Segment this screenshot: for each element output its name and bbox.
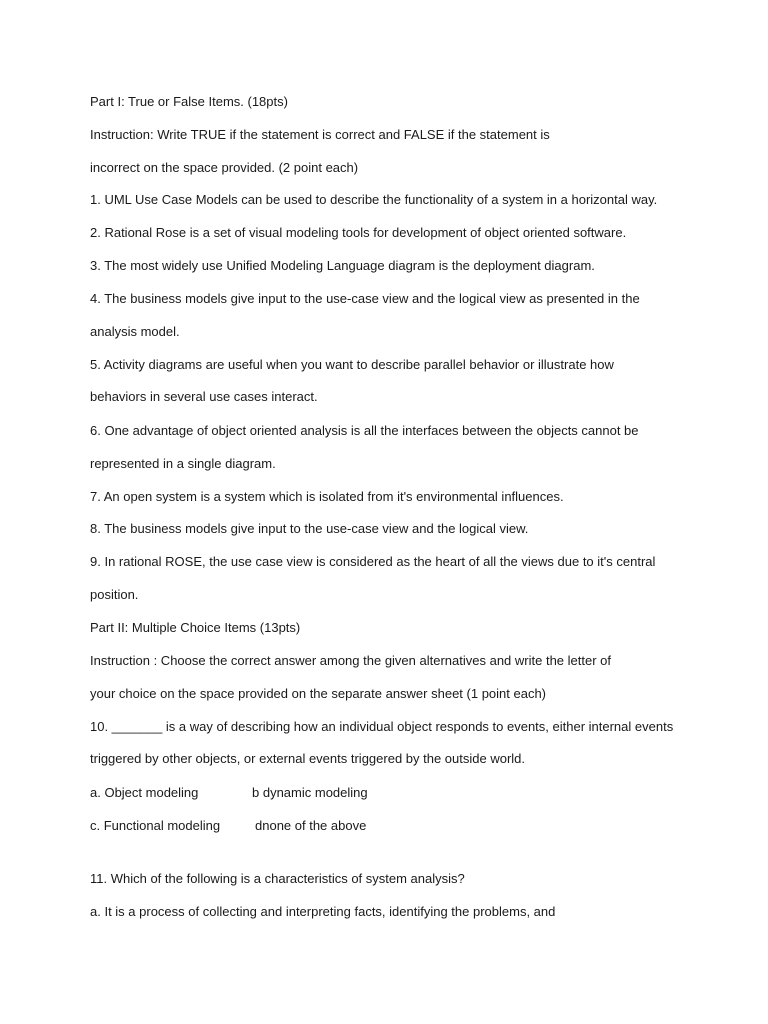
tf-item-6-line2: represented in a single diagram. (90, 456, 276, 471)
tf-item-5-line2: behaviors in several use cases interact. (90, 389, 318, 404)
q10-choice-c: c. Functional modeling (90, 818, 221, 833)
part2-heading: Part II: Multiple Choice Items (13pts) (90, 620, 301, 635)
tf-item-9-line2: position. (90, 587, 139, 602)
tf-item-4-line2: analysis model. (90, 324, 180, 339)
tf-item-6-line1: 6. One advantage of object oriented analysis is all the interfaces between the objects cannot be (90, 423, 639, 438)
part2-instruction-line2: your choice on the space provided on the separate answer sheet (1 point each) (90, 686, 547, 701)
mc-question-10-line1: 10. _______ is a way of describing how an individual object responds to events, either internal events (90, 719, 674, 734)
q10-choice-b: b dynamic modeling (252, 785, 368, 800)
mc-question-11: 11. Which of the following is a characteristics of system analysis? (90, 871, 465, 886)
tf-item-2: 2. Rational Rose is a set of visual modeling tools for development of object oriented software. (90, 225, 627, 240)
q10-choice-d: dnone of the above (255, 818, 367, 833)
tf-item-5-line1: 5. Activity diagrams are useful when you want to describe parallel behavior or illustrate how (90, 357, 614, 372)
tf-item-1: 1. UML Use Case Models can be used to describe the functionality of a system in a horizontal way. (90, 192, 658, 207)
q10-choice-a: a. Object modeling (90, 785, 199, 800)
part1-instruction-line1: Instruction: Write TRUE if the statement is correct and FALSE if the statement is (90, 127, 550, 142)
part2-instruction-line1: Instruction : Choose the correct answer among the given alternatives and write the letter of (90, 653, 611, 668)
tf-item-8: 8. The business models give input to the use-case view and the logical view. (90, 521, 529, 536)
tf-item-4-line1: 4. The business models give input to the use-case view and the logical view as presented in the (90, 291, 640, 306)
tf-item-3: 3. The most widely use Unified Modeling Language diagram is the deployment diagram. (90, 258, 595, 273)
tf-item-7: 7. An open system is a system which is isolated from it's environmental influences. (90, 489, 564, 504)
part1-heading: Part I: True or False Items. (18pts) (90, 94, 288, 109)
mc-question-10-line2: triggered by other objects, or external events triggered by the outside world. (90, 751, 526, 766)
q11-choice-a: a. It is a process of collecting and interpreting facts, identifying the problems, and (90, 904, 556, 919)
tf-item-9-line1: 9. In rational ROSE, the use case view is considered as the heart of all the views due to it's central (90, 554, 656, 569)
part1-instruction-line2: incorrect on the space provided. (2 point each) (90, 160, 359, 175)
